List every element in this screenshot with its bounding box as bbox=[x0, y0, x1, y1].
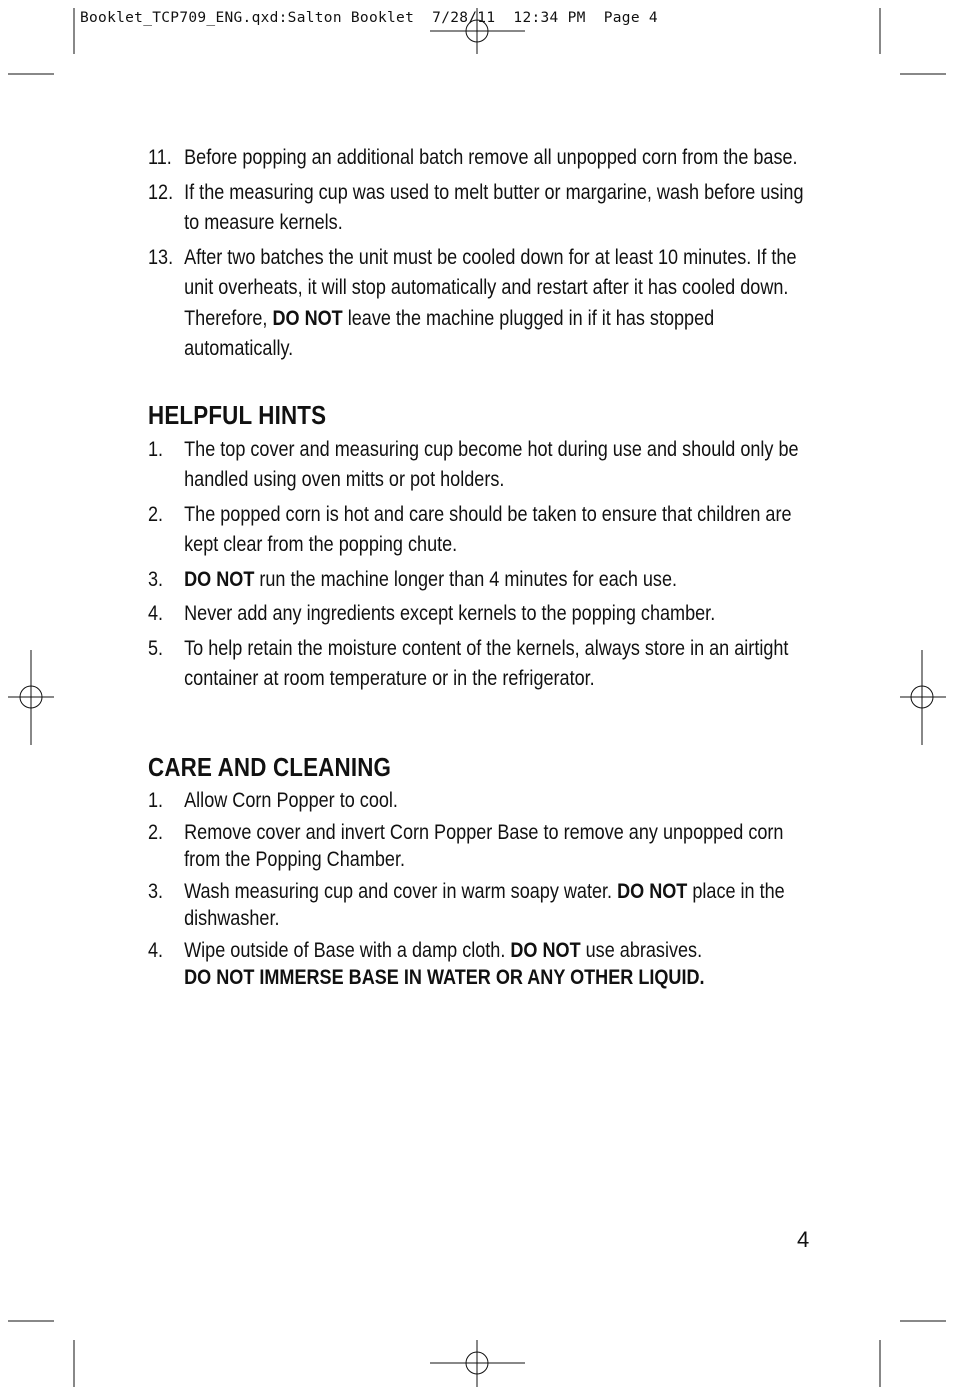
list-item-number: 2. bbox=[148, 502, 164, 526]
body-text: Allow Corn Popper to cool. bbox=[184, 788, 398, 812]
list-item-number: 2. bbox=[148, 820, 164, 844]
body-text: To help retain the moisture content of the kernels, always store in an airtight container at room temperature or in the refrigerator. bbox=[184, 636, 789, 690]
list-item-number: 3. bbox=[148, 879, 164, 903]
list-item-text bbox=[184, 878, 808, 932]
registration-mark-top bbox=[430, 8, 525, 54]
list-item-text bbox=[184, 787, 808, 814]
list-item bbox=[148, 435, 808, 496]
list-item bbox=[148, 565, 808, 596]
list-item bbox=[148, 143, 808, 174]
helpful-hints-list bbox=[148, 435, 808, 695]
list-item bbox=[148, 178, 808, 239]
body-text: run the machine longer than 4 minutes for each use. bbox=[254, 567, 678, 591]
care-and-cleaning-list bbox=[148, 787, 808, 991]
list-item-text bbox=[184, 937, 808, 991]
registration-mark-right bbox=[900, 650, 946, 745]
list-item-text bbox=[184, 634, 808, 695]
list-item bbox=[148, 634, 808, 695]
body-text: The top cover and measuring cup become hot during use and should only be handled using oven mitts or pot holders. bbox=[184, 437, 799, 491]
page-number: 4 bbox=[797, 1227, 810, 1252]
emphasis-text: DO NOT bbox=[272, 306, 343, 330]
list-item-text bbox=[184, 599, 808, 630]
emphasis-text: DO NOT bbox=[184, 567, 255, 591]
list-item-text bbox=[184, 500, 808, 561]
body-text: If the measuring cup was used to melt butter or margarine, wash before using to measure kernels. bbox=[184, 180, 804, 234]
list-item-number: 4. bbox=[148, 602, 164, 625]
list-item-number: 1. bbox=[148, 437, 164, 461]
list-item bbox=[148, 500, 808, 561]
body-text: After two batches the unit must be cooled down for at least 10 minutes. If the unit overheats, it will stop automatically and restart after it has cooled down. Therefore, bbox=[184, 245, 797, 330]
body-text: Wash measuring cup and cover in warm soapy water. bbox=[184, 879, 618, 903]
emphasis-text: DO NOT bbox=[510, 938, 581, 962]
list-item-text bbox=[184, 143, 808, 174]
body-text: Remove cover and invert Corn Popper Base to remove any unpopped corn from the Popping Chamber. bbox=[184, 820, 784, 871]
instructions-list-continued bbox=[148, 143, 808, 365]
list-item bbox=[148, 243, 808, 365]
list-item-number: 13. bbox=[148, 245, 174, 269]
list-item bbox=[148, 599, 808, 630]
body-text: place in the dishwasher. bbox=[184, 879, 785, 930]
list-item bbox=[148, 878, 808, 932]
emphasis-text: DO NOT IMMERSE BASE IN WATER OR ANY OTHER LIQUID. bbox=[184, 965, 705, 989]
section-heading-helpful-hints: HELPFUL HINTS bbox=[148, 399, 327, 430]
list-item-text bbox=[184, 819, 808, 873]
list-item-text bbox=[184, 178, 808, 239]
list-item-text bbox=[184, 435, 808, 496]
page-content bbox=[148, 143, 808, 996]
list-item bbox=[148, 937, 808, 991]
body-text: use abrasives. bbox=[580, 938, 703, 962]
body-text: The popped corn is hot and care should be taken to ensure that children are kept clear from the popping chute. bbox=[184, 502, 792, 556]
registration-mark-bottom bbox=[430, 1340, 525, 1387]
body-text: leave the machine plugged in if it has stopped automatically. bbox=[184, 306, 715, 360]
list-item-number: 11. bbox=[148, 146, 172, 169]
list-item-text bbox=[184, 243, 808, 365]
list-item-number: 4. bbox=[148, 938, 164, 962]
body-text: Never add any ingredients except kernels to the popping chamber. bbox=[184, 602, 716, 625]
list-item bbox=[148, 819, 808, 873]
body-text: Before popping an additional batch remove all unpopped corn from the base. bbox=[184, 146, 798, 169]
list-item-number: 12. bbox=[148, 180, 174, 204]
list-item bbox=[148, 787, 808, 814]
emphasis-text: DO NOT bbox=[617, 879, 688, 903]
list-item-number: 3. bbox=[148, 567, 164, 591]
body-text: Wipe outside of Base with a damp cloth. bbox=[184, 938, 511, 962]
section-heading-care-and-cleaning: CARE AND CLEANING bbox=[148, 751, 392, 782]
list-item-text bbox=[184, 565, 808, 596]
print-slug-line: Booklet_TCP709_ENG.qxd:Salton Booklet 7/28/11 12:34 PM Page 4 bbox=[80, 10, 658, 26]
registration-mark-left bbox=[8, 650, 54, 745]
list-item-number: 1. bbox=[148, 788, 164, 812]
list-item-number: 5. bbox=[148, 636, 164, 660]
